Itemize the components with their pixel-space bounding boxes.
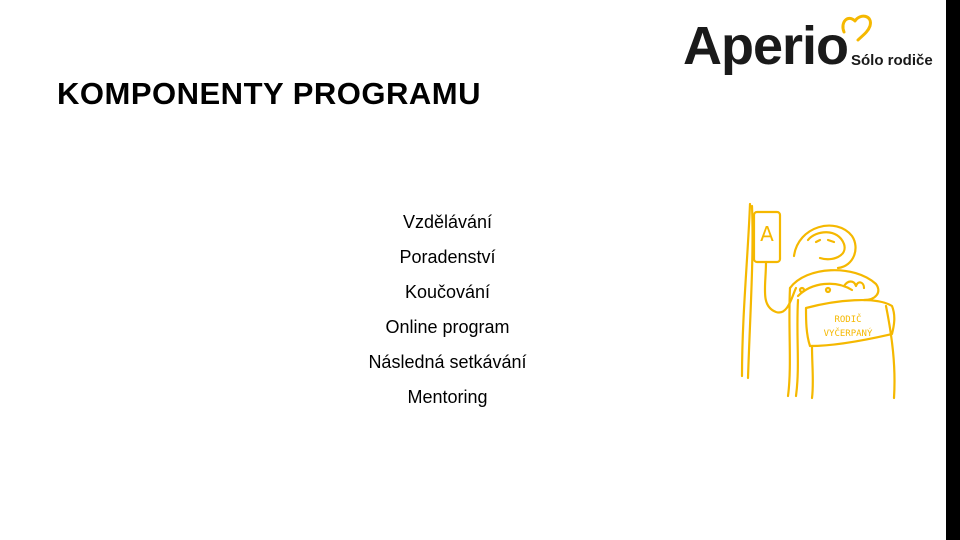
footboard-text-line-2: VYČERPANÝ <box>823 329 873 339</box>
heart-icon <box>838 12 878 46</box>
footboard-text-line-1: RODIČ <box>834 315 862 325</box>
list-item: Vzdělávání <box>402 212 493 232</box>
edge-bar <box>946 0 960 540</box>
aperio-logo <box>680 14 944 86</box>
list-item: Mentoring <box>407 387 488 407</box>
list-item: Poradenství <box>399 247 496 267</box>
iv-sign-letter: A <box>760 222 774 246</box>
logo-tagline: Sólo rodiče <box>851 52 933 69</box>
logo-wordmark: Aperio <box>683 16 849 76</box>
list-item: Online program <box>385 317 510 337</box>
exhausted-parent-illustration <box>736 196 902 404</box>
list-item: Koučování <box>404 282 491 302</box>
slide-title: KOMPONENTY PROGRAMU <box>57 76 482 111</box>
list-item: Následná setkávání <box>368 352 527 372</box>
program-components-list <box>300 210 595 420</box>
